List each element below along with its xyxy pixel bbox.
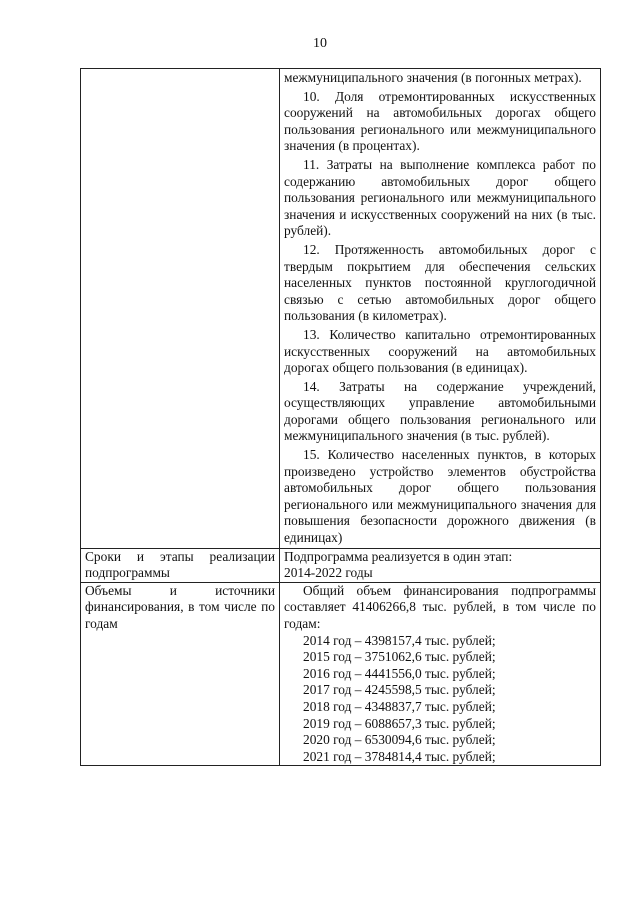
indicator-10: 10. Доля отремонтированных искусственных сооружений на автомобильных дорогах общего пользования регионального или межмуниципального значения (в процентах).: [284, 88, 596, 154]
funding-label: Объемы и источники финансирования, в том числе по годам: [85, 582, 275, 631]
left-cell-empty: [81, 69, 280, 549]
funding-year-2019: 2019 год – 6088657,3 тыс. рублей;: [303, 715, 496, 731]
funding-year-2021: 2021 год – 3784814,4 тыс. рублей;: [303, 748, 496, 764]
funding-intro: Общий объем финансирования подпрограммы составляет 41406266,8 тыс. рублей, в том числе по годам:: [284, 582, 596, 631]
indicator-12: 12. Протяженность автомобильных дорог с твердым покрытием для обеспечения сельских населенных пунктов постоянной круглогодичной связью с сетью автомобильных дорог общего пользования (в километрах).: [284, 241, 596, 324]
funding-year-2014: 2014 год – 4398157,4 тыс. рублей;: [303, 632, 496, 648]
table-row-indicators: [81, 69, 601, 549]
funding-year-2015: 2015 год – 3751062,6 тыс. рублей;: [303, 649, 496, 665]
funding-year-2017: 2017 год – 4245598,5 тыс. рублей;: [303, 682, 496, 698]
funding-year-2018: 2018 год – 4348837,7 тыс. рублей;: [303, 698, 496, 714]
indicator-13: 13. Количество капитально отремонтированных искусственных сооружений на автомобильных дорогах общего пользования (в единицах).: [284, 326, 596, 376]
funding-year-2016: 2016 год – 4441556,0 тыс. рублей;: [303, 665, 496, 681]
table-row-funding: [81, 582, 601, 766]
passport-table: [80, 68, 601, 766]
indicator-11: 11. Затраты на выполнение комплекса работ по содержанию автомобильных дорог общего пользования регионального или межмуниципального значения и искусственных сооружений на них (в тыс. рублей).: [284, 156, 596, 239]
funding-year-2020: 2020 год – 6530094,6 тыс. рублей;: [303, 732, 496, 748]
indicator-9-continuation: межмуниципального значения (в погонных метрах).: [284, 70, 582, 85]
indicator-14: 14. Затраты на содержание учреждений, осуществляющих управление автомобильными дорогами общего пользования регионального или межмуниципального значения (в тыс. рублей).: [284, 378, 596, 444]
indicators-cell: [280, 69, 601, 549]
terms-line-1: Подпрограмма реализуется в один этап:: [284, 548, 513, 564]
terms-label: Сроки и этапы реализации подпрограммы: [85, 548, 275, 581]
terms-line-2: 2014-2022 годы: [284, 565, 373, 581]
table-row-terms: [81, 548, 601, 582]
indicator-15: 15. Количество населенных пунктов, в которых произведено устройство элементов обустройства автомобильных дорог общего пользования регионального или межмуниципального значения для повышения безопасности дорожного движения (в единицах): [284, 447, 596, 546]
page-number: 10: [313, 36, 327, 51]
